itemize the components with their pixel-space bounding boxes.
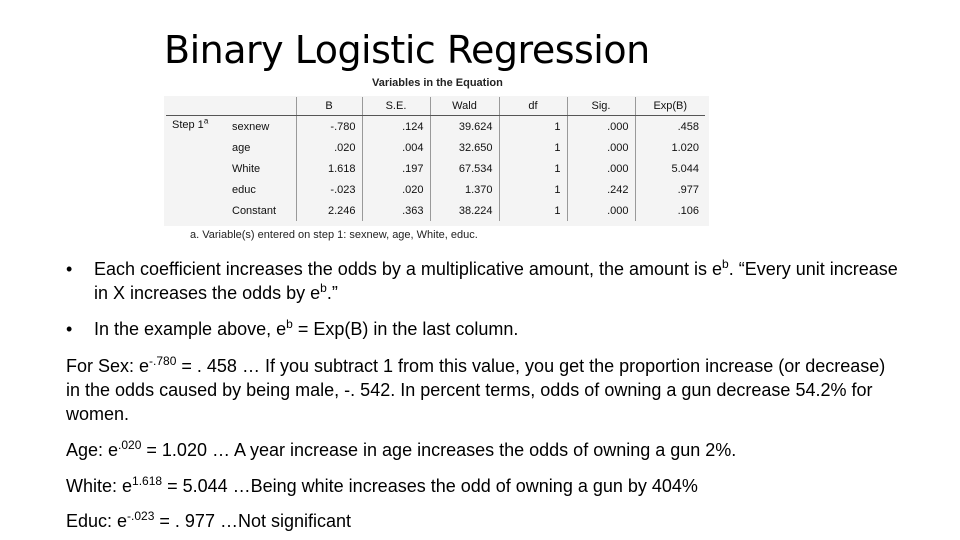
paragraph-sex: For Sex: $e^{-.780}$ = . 458 … If you subtract 1 from this value, you get the proportion increase (or decrease) in the odds caused by being male, -. 542. In percent terms, odds of owning a gun decrease 54.2% for women. <box>66 354 886 424</box>
row-variable: Constant <box>232 204 277 217</box>
cell-wald: 39.624 <box>430 116 499 138</box>
cell-se: .363 <box>362 200 430 221</box>
slide-title: Binary Logistic Regression <box>164 28 650 72</box>
bullet-text: Each coefficient increases the odds by a multiplicative amount, the amount is $e^b$. “Every unit increase in X increases the odds by $e^b$.” <box>94 257 898 303</box>
table-row <box>166 116 705 138</box>
coefficients-table <box>166 97 705 221</box>
exponent-b: b <box>320 281 327 295</box>
cell-b: 2.246 <box>296 200 362 221</box>
cell-se: .124 <box>362 116 430 138</box>
exponent-age: .020 <box>118 438 142 452</box>
step-label: Step 1$^a$ <box>172 116 209 131</box>
paragraph-white: White: $e^{1.618} = 5.044$ …Being white increases the odd of owning a gun by 404% <box>66 474 698 496</box>
cell-wald: 32.650 <box>430 137 499 158</box>
bullet-text: In the example above, $e^b = Exp(B)$ in the last column. <box>94 317 519 339</box>
exponent-white: 1.618 <box>132 474 163 488</box>
paragraph-age: Age: $e^{.020} = 1.020$ … A year increase in age increases the odds of owning a gun 2%. <box>66 438 737 460</box>
bullet-marker: • <box>66 319 73 339</box>
cell-wald: 38.224 <box>430 200 499 221</box>
cell-b: .020 <box>296 137 362 158</box>
cell-sig: .000 <box>567 200 635 221</box>
table-row <box>166 137 705 158</box>
cell-wald: 1.370 <box>430 179 499 200</box>
cell-b: -.780 <box>296 116 362 138</box>
header-blank <box>166 97 226 116</box>
cell-se: .197 <box>362 158 430 179</box>
exponent-sex: -.780 <box>149 354 177 368</box>
table-row <box>166 200 705 221</box>
cell-sig: .000 <box>567 137 635 158</box>
cell-df: 1 <box>499 200 567 221</box>
cell-df: 1 <box>499 158 567 179</box>
exponent-b: b <box>286 317 293 331</box>
row-variable: educ <box>232 183 256 196</box>
cell-wald: 67.534 <box>430 158 499 179</box>
row-variable: age <box>232 141 251 154</box>
step-superscript: a <box>203 116 209 126</box>
cell-expb: .458 <box>635 116 705 138</box>
exponent-b: b <box>722 257 729 271</box>
bullet-exp-b <box>66 317 916 343</box>
cell-expb: .106 <box>635 200 705 221</box>
bullet-marker: • <box>66 259 73 279</box>
header-se: S.E. <box>362 97 430 116</box>
cell-se: .020 <box>362 179 430 200</box>
row-variable: sexnew <box>232 120 270 133</box>
table-row <box>166 179 705 200</box>
header-wald: Wald <box>430 97 499 116</box>
cell-se: .004 <box>362 137 430 158</box>
cell-df: 1 <box>499 179 567 200</box>
paragraph-educ: Educ: $e^{-.023}$ = . 977 …Not significant <box>66 509 352 531</box>
header-sig: Sig. <box>567 97 635 116</box>
cell-b: -.023 <box>296 179 362 200</box>
cell-expb: 5.044 <box>635 158 705 179</box>
header-expb: Exp(B) <box>635 97 705 116</box>
table-row <box>166 158 705 179</box>
cell-df: 1 <box>499 116 567 138</box>
exponent-educ: -.023 <box>127 509 155 523</box>
cell-df: 1 <box>499 137 567 158</box>
cell-b: 1.618 <box>296 158 362 179</box>
table-header-row <box>166 97 705 116</box>
header-b: B <box>296 97 362 116</box>
bullet-multiplicative <box>66 257 916 307</box>
cell-sig: .242 <box>567 179 635 200</box>
cell-sig: .000 <box>567 116 635 138</box>
cell-expb: 1.020 <box>635 137 705 158</box>
header-blank <box>226 97 296 116</box>
table-footnote: a. Variable(s) entered on step 1: sexnew, age, White, educ. <box>190 229 478 241</box>
cell-sig: .000 <box>567 158 635 179</box>
header-df: df <box>499 97 567 116</box>
cell-expb: .977 <box>635 179 705 200</box>
row-variable: White <box>232 162 261 175</box>
table-caption: Variables in the Equation <box>372 77 503 89</box>
